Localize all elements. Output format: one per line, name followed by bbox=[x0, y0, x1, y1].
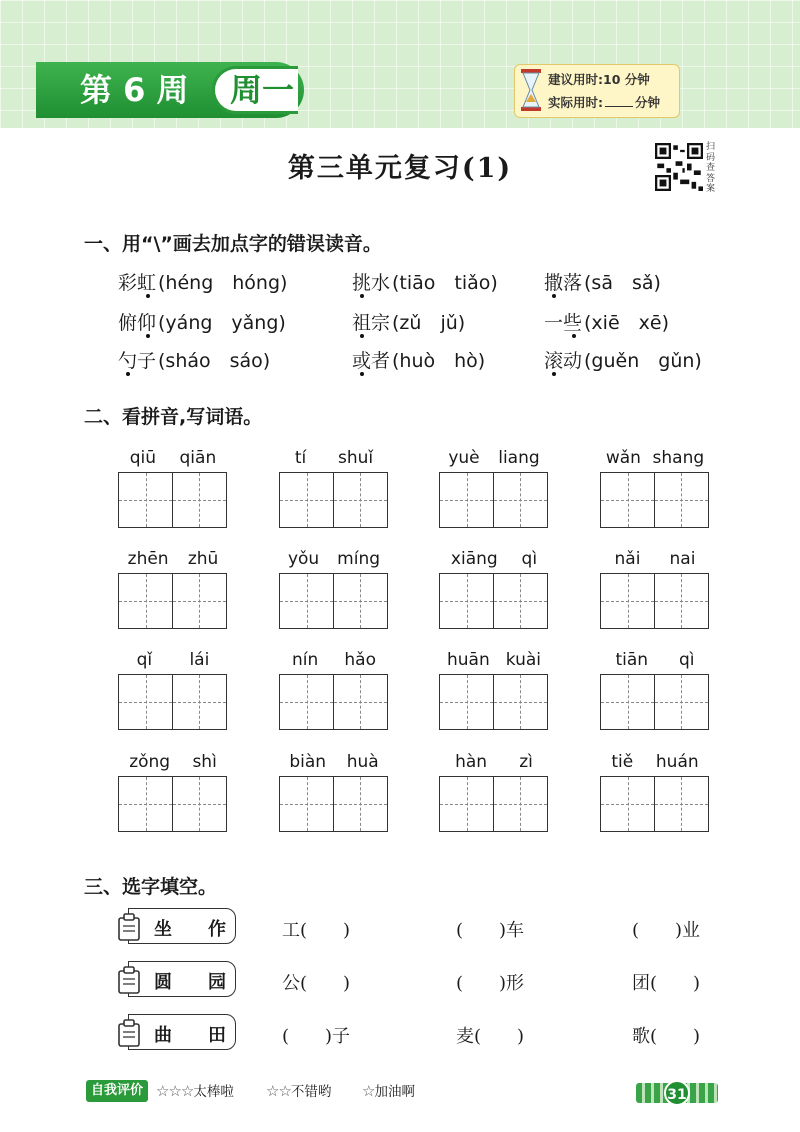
tianzige-cell[interactable] bbox=[279, 674, 334, 730]
tianzige-row bbox=[439, 674, 549, 730]
tianzige-row bbox=[279, 776, 389, 832]
word-pinyin bbox=[118, 549, 228, 569]
tianzige-cell[interactable] bbox=[118, 674, 173, 730]
choice-char: 作 bbox=[208, 919, 226, 940]
tianzige-cell[interactable] bbox=[600, 573, 655, 629]
word-pinyin bbox=[279, 549, 389, 569]
tianzige-cell[interactable] bbox=[439, 674, 494, 730]
tianzige-cell[interactable] bbox=[172, 776, 227, 832]
pinyin-item bbox=[352, 268, 498, 295]
choice-char: 圆 bbox=[154, 972, 172, 993]
pinyin-syllable: xiāng bbox=[450, 549, 498, 569]
pinyin-syllable: qiū bbox=[129, 448, 157, 468]
fill-blank[interactable]: ( )形 bbox=[456, 973, 525, 994]
actual-time bbox=[548, 93, 660, 111]
pinyin-syllable: qiān bbox=[179, 448, 217, 468]
emphasis-dot bbox=[360, 334, 364, 338]
tianzige-cell[interactable] bbox=[654, 573, 709, 629]
pinyin-syllable: huān bbox=[447, 650, 490, 670]
pinyin-syllable: liang bbox=[498, 448, 540, 468]
word-pinyin bbox=[279, 752, 389, 772]
pinyin-syllable: kuài bbox=[505, 650, 541, 670]
tianzige-cell[interactable] bbox=[654, 776, 709, 832]
tianzige-row bbox=[439, 776, 549, 832]
clipboard-icon bbox=[116, 1018, 144, 1050]
tianzige-cell[interactable] bbox=[439, 776, 494, 832]
tianzige-cell[interactable] bbox=[654, 674, 709, 730]
tianzige-row bbox=[279, 472, 389, 528]
word-pinyin bbox=[439, 650, 549, 670]
pinyin-syllable: nín bbox=[292, 650, 319, 670]
choice-chars bbox=[154, 968, 226, 994]
tianzige-cell[interactable] bbox=[333, 674, 388, 730]
tianzige-cell[interactable] bbox=[333, 776, 388, 832]
clipboard-icon bbox=[116, 912, 144, 944]
item-word: 彩虹 bbox=[118, 272, 157, 294]
week-label: 第 6 周 bbox=[80, 71, 189, 109]
section1-heading: 一、用“\”画去加点字的错误读音。 bbox=[84, 233, 382, 255]
tianzige-cell[interactable] bbox=[493, 674, 548, 730]
tianzige-cell[interactable] bbox=[279, 573, 334, 629]
tianzige-row bbox=[279, 674, 389, 730]
item-pinyin[interactable]: (yáng yǎng) bbox=[158, 312, 286, 334]
tianzige-cell[interactable] bbox=[493, 472, 548, 528]
star-icon: ☆ bbox=[362, 1082, 375, 1100]
pinyin-syllable: hǎo bbox=[344, 650, 376, 670]
pinyin-item bbox=[352, 308, 465, 335]
pinyin-item bbox=[118, 346, 270, 373]
item-pinyin[interactable]: (sháo sáo) bbox=[158, 350, 271, 372]
tianzige-cell[interactable] bbox=[333, 573, 388, 629]
star-icon: ☆☆ bbox=[266, 1082, 291, 1100]
word-pinyin bbox=[118, 448, 228, 468]
pinyin-syllable: qǐ bbox=[136, 650, 153, 670]
pinyin-syllable: huán bbox=[655, 752, 699, 772]
pinyin-item bbox=[544, 308, 669, 335]
pinyin-syllable: shang bbox=[652, 448, 705, 468]
tianzige-row bbox=[118, 573, 228, 629]
fill-blank[interactable]: ( )业 bbox=[632, 920, 701, 941]
item-word: 挑水 bbox=[352, 272, 391, 294]
item-pinyin[interactable]: (héng hóng) bbox=[158, 272, 288, 294]
word-pinyin bbox=[439, 448, 549, 468]
pinyin-syllable: hàn bbox=[455, 752, 488, 772]
pinyin-syllable: shuǐ bbox=[337, 448, 374, 468]
section3-heading: 三、选字填空。 bbox=[84, 876, 218, 898]
pinyin-syllable: shì bbox=[192, 752, 217, 772]
item-word: 俯仰 bbox=[118, 312, 157, 334]
tianzige-cell[interactable] bbox=[493, 776, 548, 832]
tianzige-cell[interactable] bbox=[654, 472, 709, 528]
choice-char: 曲 bbox=[154, 1025, 172, 1046]
pinyin-syllable: zì bbox=[519, 752, 533, 772]
eval-label: 不错哟 bbox=[290, 1084, 332, 1100]
tianzige-row bbox=[118, 776, 228, 832]
eval-option-good[interactable] bbox=[266, 1080, 331, 1103]
pinyin-syllable: huà bbox=[346, 752, 379, 772]
tianzige-cell[interactable] bbox=[118, 776, 173, 832]
pinyin-syllable: tiān bbox=[615, 650, 649, 670]
choice-chars bbox=[154, 915, 226, 941]
qr-caption: 扫码查答案 bbox=[706, 142, 716, 194]
pinyin-syllable: tí bbox=[294, 448, 307, 468]
pinyin-syllable: wǎn bbox=[605, 448, 641, 468]
choice-char: 园 bbox=[208, 972, 226, 993]
emphasis-dot bbox=[552, 372, 556, 376]
word-pinyin bbox=[439, 549, 549, 569]
tianzige-row bbox=[439, 472, 549, 528]
choice-chars bbox=[154, 1021, 226, 1047]
item-pinyin[interactable]: (huò hò) bbox=[392, 350, 486, 372]
hourglass-icon bbox=[520, 68, 542, 112]
self-eval-badge: 自我评价 bbox=[86, 1080, 148, 1102]
pinyin-syllable: tiě bbox=[611, 752, 634, 772]
word-pinyin bbox=[118, 752, 228, 772]
tianzige-cell[interactable] bbox=[439, 573, 494, 629]
item-word: 祖宗 bbox=[352, 312, 391, 334]
word-pinyin bbox=[600, 650, 710, 670]
eval-option-cheer[interactable] bbox=[362, 1080, 415, 1103]
pinyin-syllable: zhēn bbox=[127, 549, 169, 569]
pinyin-item bbox=[118, 268, 287, 295]
emphasis-dot bbox=[146, 334, 150, 338]
word-pinyin bbox=[279, 448, 389, 468]
fill-blank[interactable]: 麦( ) bbox=[456, 1026, 525, 1047]
pinyin-syllable: zǒng bbox=[129, 752, 171, 772]
pinyin-item bbox=[544, 346, 702, 373]
fill-blank[interactable]: ( )车 bbox=[456, 920, 525, 941]
item-pinyin[interactable]: (tiāo tiǎo) bbox=[392, 272, 498, 294]
tianzige-row bbox=[118, 674, 228, 730]
word-pinyin bbox=[279, 650, 389, 670]
emphasis-dot bbox=[360, 372, 364, 376]
word-pinyin bbox=[118, 650, 228, 670]
page-number: 31 bbox=[664, 1080, 690, 1106]
emphasis-dot bbox=[126, 372, 130, 376]
word-pinyin bbox=[600, 752, 710, 772]
tianzige-row bbox=[600, 472, 710, 528]
tianzige-cell[interactable] bbox=[600, 674, 655, 730]
emphasis-dot bbox=[360, 294, 364, 298]
tianzige-cell[interactable] bbox=[118, 573, 173, 629]
tianzige-cell[interactable] bbox=[279, 776, 334, 832]
emphasis-dot bbox=[146, 294, 150, 298]
emphasis-dot bbox=[552, 294, 556, 298]
tianzige-cell[interactable] bbox=[172, 573, 227, 629]
tianzige-row bbox=[600, 674, 710, 730]
item-pinyin[interactable]: (guěn gǔn) bbox=[584, 350, 702, 372]
fill-blank[interactable]: 团( ) bbox=[632, 973, 701, 994]
tianzige-cell[interactable] bbox=[172, 674, 227, 730]
pinyin-syllable: biàn bbox=[289, 752, 327, 772]
eval-label: 太棒啦 bbox=[193, 1084, 234, 1100]
tianzige-row bbox=[600, 573, 710, 629]
item-word: 勺子 bbox=[118, 350, 157, 372]
tianzige-cell[interactable] bbox=[333, 472, 388, 528]
pinyin-item bbox=[544, 268, 661, 295]
fill-blank[interactable]: 公( ) bbox=[282, 973, 351, 994]
day-label: 周一 bbox=[230, 71, 295, 109]
pinyin-syllable: yǒu bbox=[287, 549, 320, 569]
item-pinyin[interactable]: (zǔ jǔ) bbox=[392, 312, 466, 334]
tianzige-row bbox=[118, 472, 228, 528]
clipboard-icon bbox=[116, 965, 144, 997]
pinyin-syllable: nǎi bbox=[614, 549, 641, 569]
item-word: 撒落 bbox=[544, 272, 583, 294]
tianzige-cell[interactable] bbox=[439, 472, 494, 528]
eval-option-great[interactable] bbox=[156, 1080, 234, 1103]
page-title: 第三单元复习(1) bbox=[287, 153, 513, 184]
suggested-time: 建议用时:10 分钟 bbox=[548, 72, 650, 87]
pinyin-syllable: zhū bbox=[187, 549, 219, 569]
choice-char: 坐 bbox=[154, 919, 172, 940]
pinyin-syllable: qì bbox=[679, 650, 695, 670]
tianzige-cell[interactable] bbox=[118, 472, 173, 528]
tianzige-cell[interactable] bbox=[279, 472, 334, 528]
tianzige-row bbox=[600, 776, 710, 832]
pinyin-item bbox=[352, 346, 485, 373]
pinyin-syllable: míng bbox=[337, 549, 381, 569]
choice-char: 田 bbox=[208, 1025, 226, 1046]
pinyin-syllable: qì bbox=[521, 549, 538, 569]
qr-code-icon[interactable] bbox=[655, 143, 703, 191]
fill-blank[interactable]: ( )子 bbox=[282, 1026, 351, 1047]
fill-blank[interactable]: 歌( ) bbox=[632, 1026, 701, 1047]
actual-time-unit: 分钟 bbox=[635, 95, 661, 110]
item-word: 滚动 bbox=[544, 350, 583, 372]
tianzige-row bbox=[279, 573, 389, 629]
tianzige-cell[interactable] bbox=[172, 472, 227, 528]
item-word: 一些 bbox=[544, 312, 583, 334]
tianzige-cell[interactable] bbox=[600, 776, 655, 832]
fill-blank[interactable]: 工( ) bbox=[282, 920, 351, 941]
eval-label: 加油啊 bbox=[374, 1084, 415, 1100]
item-word: 或者 bbox=[352, 350, 391, 372]
item-pinyin[interactable]: (sā sǎ) bbox=[584, 272, 661, 294]
tianzige-row bbox=[439, 573, 549, 629]
tianzige-cell[interactable] bbox=[493, 573, 548, 629]
star-icon: ☆☆☆ bbox=[156, 1082, 194, 1100]
word-pinyin bbox=[600, 448, 710, 468]
section2-heading: 二、看拼音,写词语。 bbox=[84, 406, 263, 428]
pinyin-syllable: yuè bbox=[448, 448, 480, 468]
item-pinyin[interactable]: (xiē xē) bbox=[584, 312, 669, 334]
pinyin-syllable: nai bbox=[669, 549, 696, 569]
actual-time-blank[interactable] bbox=[605, 95, 633, 107]
tianzige-cell[interactable] bbox=[600, 472, 655, 528]
emphasis-dot bbox=[572, 334, 576, 338]
word-pinyin bbox=[439, 752, 549, 772]
actual-time-prefix: 实际用时: bbox=[548, 95, 603, 110]
pinyin-syllable: lái bbox=[189, 650, 210, 670]
pinyin-item bbox=[118, 308, 286, 335]
word-pinyin bbox=[600, 549, 710, 569]
